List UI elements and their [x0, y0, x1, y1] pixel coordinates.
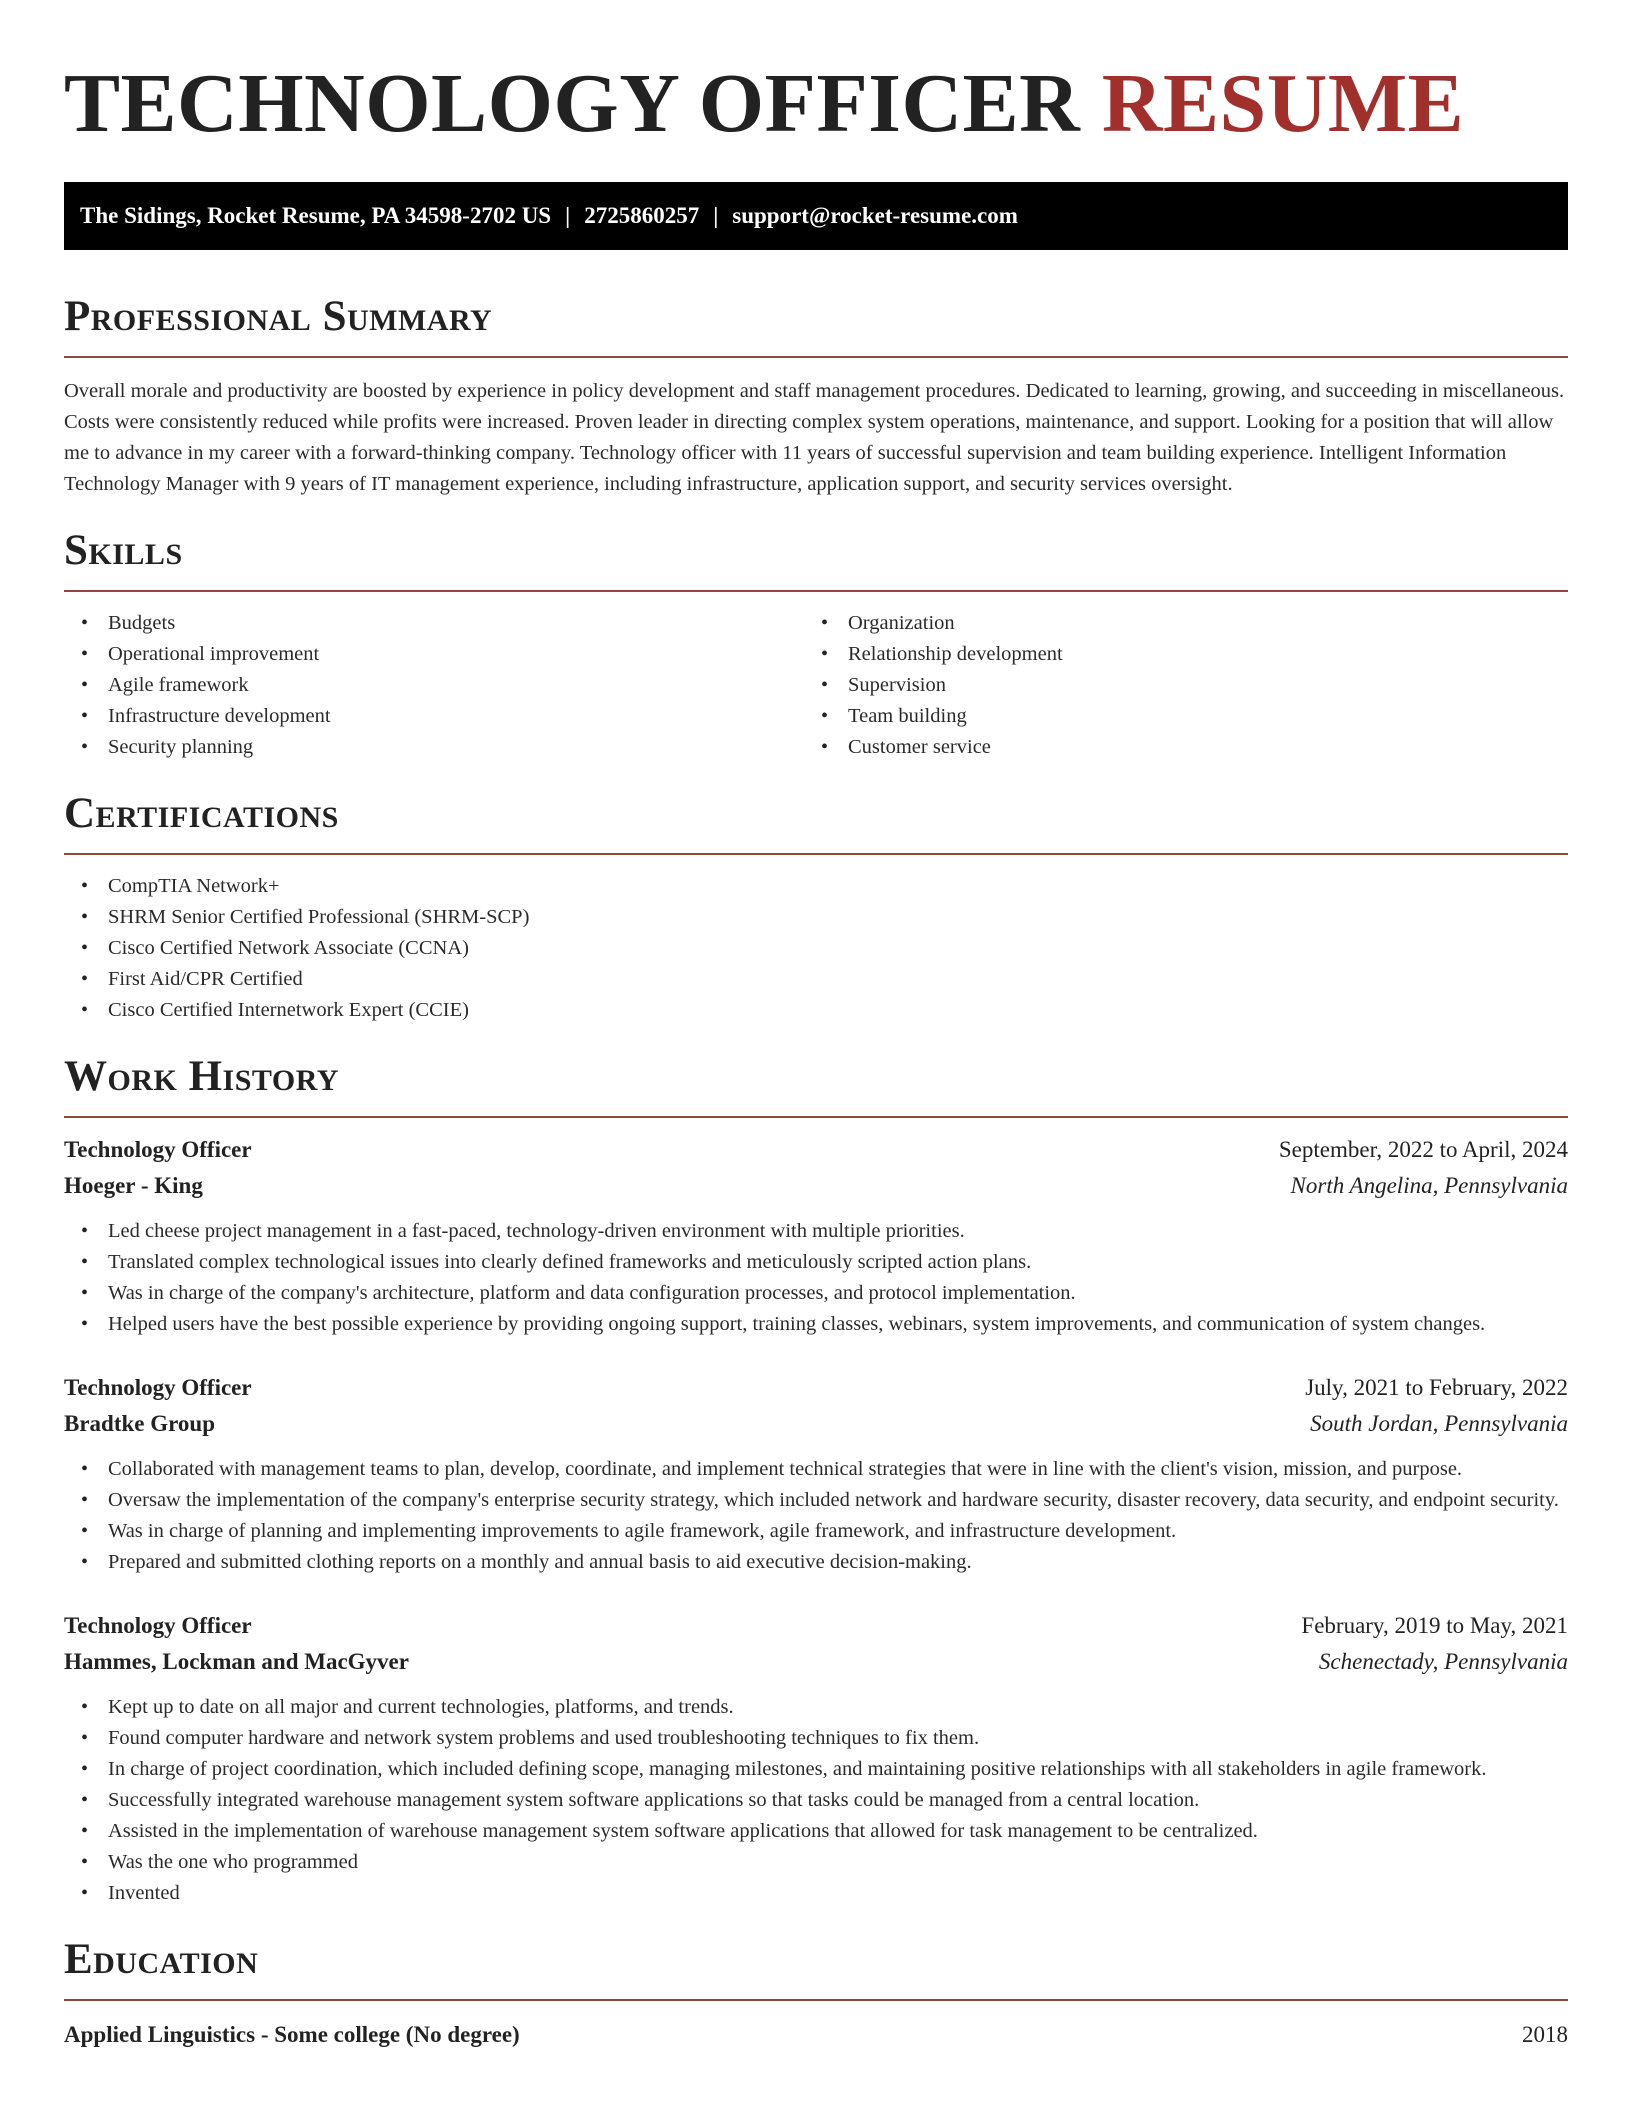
job-title: Technology Officer — [64, 1137, 252, 1162]
job-bullet: • In charge of project coordination, which included defining scope, managing milestones, and maintaining positive relationships with all stakeholders in agile framework. — [108, 1754, 1568, 1785]
summary-section — [64, 292, 1568, 500]
skill-item: • Supervision — [848, 670, 1544, 701]
job-company: Hoeger - King — [64, 1173, 203, 1198]
contact-phone: 2725860257 — [584, 203, 700, 228]
work-history-heading: Work History — [64, 1053, 339, 1100]
certification-item: • Cisco Certified Internetwork Expert (CCIE) — [108, 995, 1568, 1026]
resume-page — [64, 0, 1568, 2053]
job-bullet: • Translated complex technological issues into clearly defined frameworks and meticulously scripted action plans. — [108, 1247, 1568, 1278]
skill-item: • Organization — [848, 608, 1544, 639]
job-bullet: • Assisted in the implementation of warehouse management system software applications that allowed for task management to be centralized. — [108, 1816, 1568, 1847]
section-divider — [64, 356, 1568, 358]
job-location: Schenectady, Pennsylvania — [1318, 1649, 1568, 1674]
job-dates: February, 2019 to May, 2021 — [1301, 1613, 1568, 1638]
job-bullet: • Was the one who programmed — [108, 1847, 1568, 1878]
skill-item: • Agile framework — [108, 670, 804, 701]
skill-item: • Operational improvement — [108, 639, 804, 670]
job-bullet: • Kept up to date on all major and current technologies, platforms, and trends. — [108, 1692, 1568, 1723]
job-header-row — [64, 1608, 1568, 1644]
skill-item: • Team building — [848, 701, 1544, 732]
contact-separator: | — [565, 203, 571, 228]
education-row — [64, 2017, 1568, 2053]
skill-item: • Budgets — [108, 608, 804, 639]
job-header-row — [64, 1132, 1568, 1168]
job-bullet: • Helped users have the best possible experience by providing ongoing support, training classes, webinars, system improvements, and communication of system changes. — [108, 1309, 1568, 1340]
section-divider — [64, 1999, 1568, 2001]
job-location: South Jordan, Pennsylvania — [1310, 1411, 1568, 1436]
job-bullet: • Oversaw the implementation of the company's enterprise security strategy, which included network and hardware security, disaster recovery, data security, and endpoint security. — [108, 1485, 1568, 1516]
skill-item: • Customer service — [848, 732, 1544, 763]
summary-text: Overall morale and productivity are boosted by experience in policy development and staff management procedures. Dedicated to learning, growing, and succeeding in miscellaneous. Costs were consistently reduced while profits were increased. Proven leader in directing complex system operations, maintenance, and support. Looking for a position that will allow me to advance in my career with a forward-thinking company. Technology officer with 11 years of successful supervision and team building experience. Intelligent Information Technology Manager with 9 years of IT management experience, including infrastructure, application support, and security services oversight. — [64, 380, 1565, 495]
job-company-row — [64, 1644, 1568, 1680]
job-bullets — [64, 1216, 1568, 1340]
resume-title — [64, 58, 1568, 150]
skill-item: • Security planning — [108, 732, 804, 763]
certifications-heading: Certifications — [64, 790, 339, 837]
contact-bar — [64, 182, 1568, 250]
education-section — [64, 1935, 1568, 2053]
skills-list-left — [64, 608, 804, 763]
summary-heading: Professional Summary — [64, 293, 493, 340]
skills-heading: Skills — [64, 527, 183, 574]
contact-separator: | — [713, 203, 719, 228]
education-year: 2018 — [1522, 2022, 1568, 2047]
job-bullet: • Successfully integrated warehouse management system software applications so that tasks could be managed from a central location. — [108, 1785, 1568, 1816]
job-company: Hammes, Lockman and MacGyver — [64, 1649, 409, 1674]
job-header-row — [64, 1370, 1568, 1406]
certification-item: • First Aid/CPR Certified — [108, 964, 1568, 995]
contact-address: The Sidings, Rocket Resume, PA 34598-2702 US — [80, 203, 552, 228]
job-bullets — [64, 1692, 1568, 1909]
job-title: Technology Officer — [64, 1375, 252, 1400]
job-bullet: • Prepared and submitted clothing reports on a monthly and annual basis to aid executive decision-making. — [108, 1547, 1568, 1578]
skill-item: • Relationship development — [848, 639, 1544, 670]
job-entry — [64, 1132, 1568, 1340]
job-dates: September, 2022 to April, 2024 — [1278, 1137, 1568, 1162]
education-degree: Applied Linguistics - Some college (No degree) — [64, 2022, 520, 2047]
education-heading: Education — [64, 1936, 259, 1983]
job-bullet: • Found computer hardware and network system problems and used troubleshooting techniques to fix them. — [108, 1723, 1568, 1754]
job-dates: July, 2021 to February, 2022 — [1305, 1375, 1568, 1400]
job-bullet: • Collaborated with management teams to plan, develop, coordinate, and implement technical strategies that were in line with the client's vision, mission, and purpose. — [108, 1454, 1568, 1485]
resume-title-accent: RESUME — [1101, 57, 1465, 150]
skills-columns — [64, 608, 1568, 763]
section-divider — [64, 853, 1568, 855]
section-divider — [64, 590, 1568, 592]
job-entry — [64, 1370, 1568, 1578]
skills-list-right — [804, 608, 1544, 763]
resume-title-main: TECHNOLOGY OFFICER — [64, 57, 1081, 150]
job-company-row — [64, 1406, 1568, 1442]
skills-section — [64, 526, 1568, 763]
certification-item: • Cisco Certified Network Associate (CCNA) — [108, 933, 1568, 964]
job-location: North Angelina, Pennsylvania — [1290, 1173, 1568, 1198]
job-entry — [64, 1608, 1568, 1909]
job-bullet: • Invented — [108, 1878, 1568, 1909]
skills-column-right — [804, 608, 1544, 763]
job-bullets — [64, 1454, 1568, 1578]
job-bullet: • Led cheese project management in a fast-paced, technology-driven environment with multiple priorities. — [108, 1216, 1568, 1247]
job-company-row — [64, 1168, 1568, 1204]
job-title: Technology Officer — [64, 1613, 252, 1638]
section-divider — [64, 1116, 1568, 1118]
job-bullet: • Was in charge of the company's architecture, platform and data configuration processes, and protocol implementation. — [108, 1278, 1568, 1309]
certifications-list — [64, 871, 1568, 1026]
skills-column-left — [64, 608, 804, 763]
certification-item: • SHRM Senior Certified Professional (SHRM-SCP) — [108, 902, 1568, 933]
job-bullet: • Was in charge of planning and implementing improvements to agile framework, agile framework, and infrastructure development. — [108, 1516, 1568, 1547]
work-history-section — [64, 1052, 1568, 1909]
certification-item: • CompTIA Network+ — [108, 871, 1568, 902]
certifications-section — [64, 789, 1568, 1026]
skill-item: • Infrastructure development — [108, 701, 804, 732]
job-company: Bradtke Group — [64, 1411, 216, 1436]
contact-email: support@rocket-resume.com — [732, 203, 1018, 228]
